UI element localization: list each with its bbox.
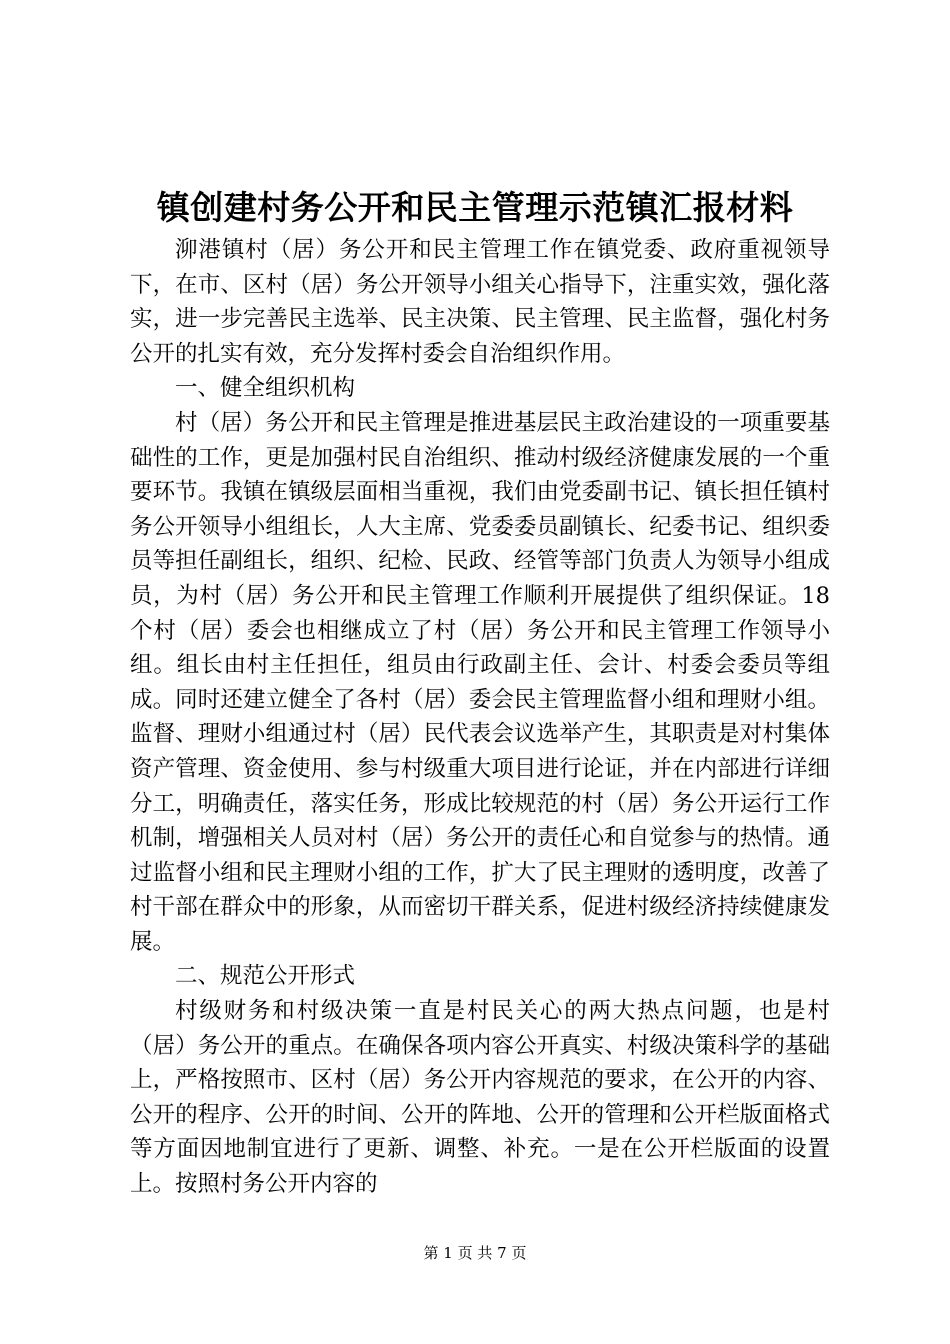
document-body: [130, 233, 830, 1202]
intro-paragraph: 泖港镇村（居）务公开和民主管理工作在镇党委、政府重视领导下，在市、区村（居）务公开领导小组关心指导下，注重实效，强化落实，进一步完善民主选举、民主决策、民主管理、民主监督，强化村务公开的扎实有效，充分发挥村委会自治组织作用。: [130, 237, 830, 367]
section-heading-1: 一、健全组织机构: [175, 375, 356, 402]
page-footer: 第 1 页 共 7 页: [423, 1244, 527, 1262]
section-1-paragraph: 村（居）务公开和民主管理是推进基层民主政治建设的一项重要基础性的工作，更是加强村民自治组织、推动村级经济健康发展的一个重要环节。我镇在镇级层面相当重视，我们由党委副书记、镇长担任镇村务公开领导小组组长，人大主席、党委委员副镇长、纪委书记、组织委员等担任副组长，组织、纪检、民政、经管等部门负责人为领导小组成员，为村（居）务公开和民主管理工作顺利开展提供了组织保证。18个村（居）委会也相继成立了村（居）务公开和民主管理工作领导小组。组长由村主任担任，组员由行政副主任、会计、村委会委员等组成。同时还建立健全了各村（居）委会民主管理监督小组和理财小组。监督、理财小组通过村（居）民代表会议选举产生，其职责是对村集体资产管理、资金使用、参与村级重大项目进行论证，并在内部进行详细分工，明确责任，落实任务，形成比较规范的村（居）务公开运行工作机制，增强相关人员对村（居）务公开的责任心和自觉参与的热情。通过监督小组和民主理财小组的工作，扩大了民主理财的透明度，改善了村干部在群众中的形象，从而密切干群关系，促进村级经济持续健康发展。: [130, 409, 830, 955]
document-title: 镇创建村务公开和民主管理示范镇汇报材料: [156, 188, 794, 227]
section-heading-2: 二、规范公开形式: [175, 963, 356, 990]
section-2-paragraph: 村级财务和村级决策一直是村民关心的两大热点问题，也是村（居）务公开的重点。在确保各项内容公开真实、村级决策科学的基础上，严格按照市、区村（居）务公开内容规范的要求，在公开的内容、公开的程序、公开的时间、公开的阵地、公开的管理和公开栏版面格式等方面因地制宜进行了更新、调整、补充。一是在公开栏版面的设置上。按照村务公开内容的: [130, 998, 830, 1198]
